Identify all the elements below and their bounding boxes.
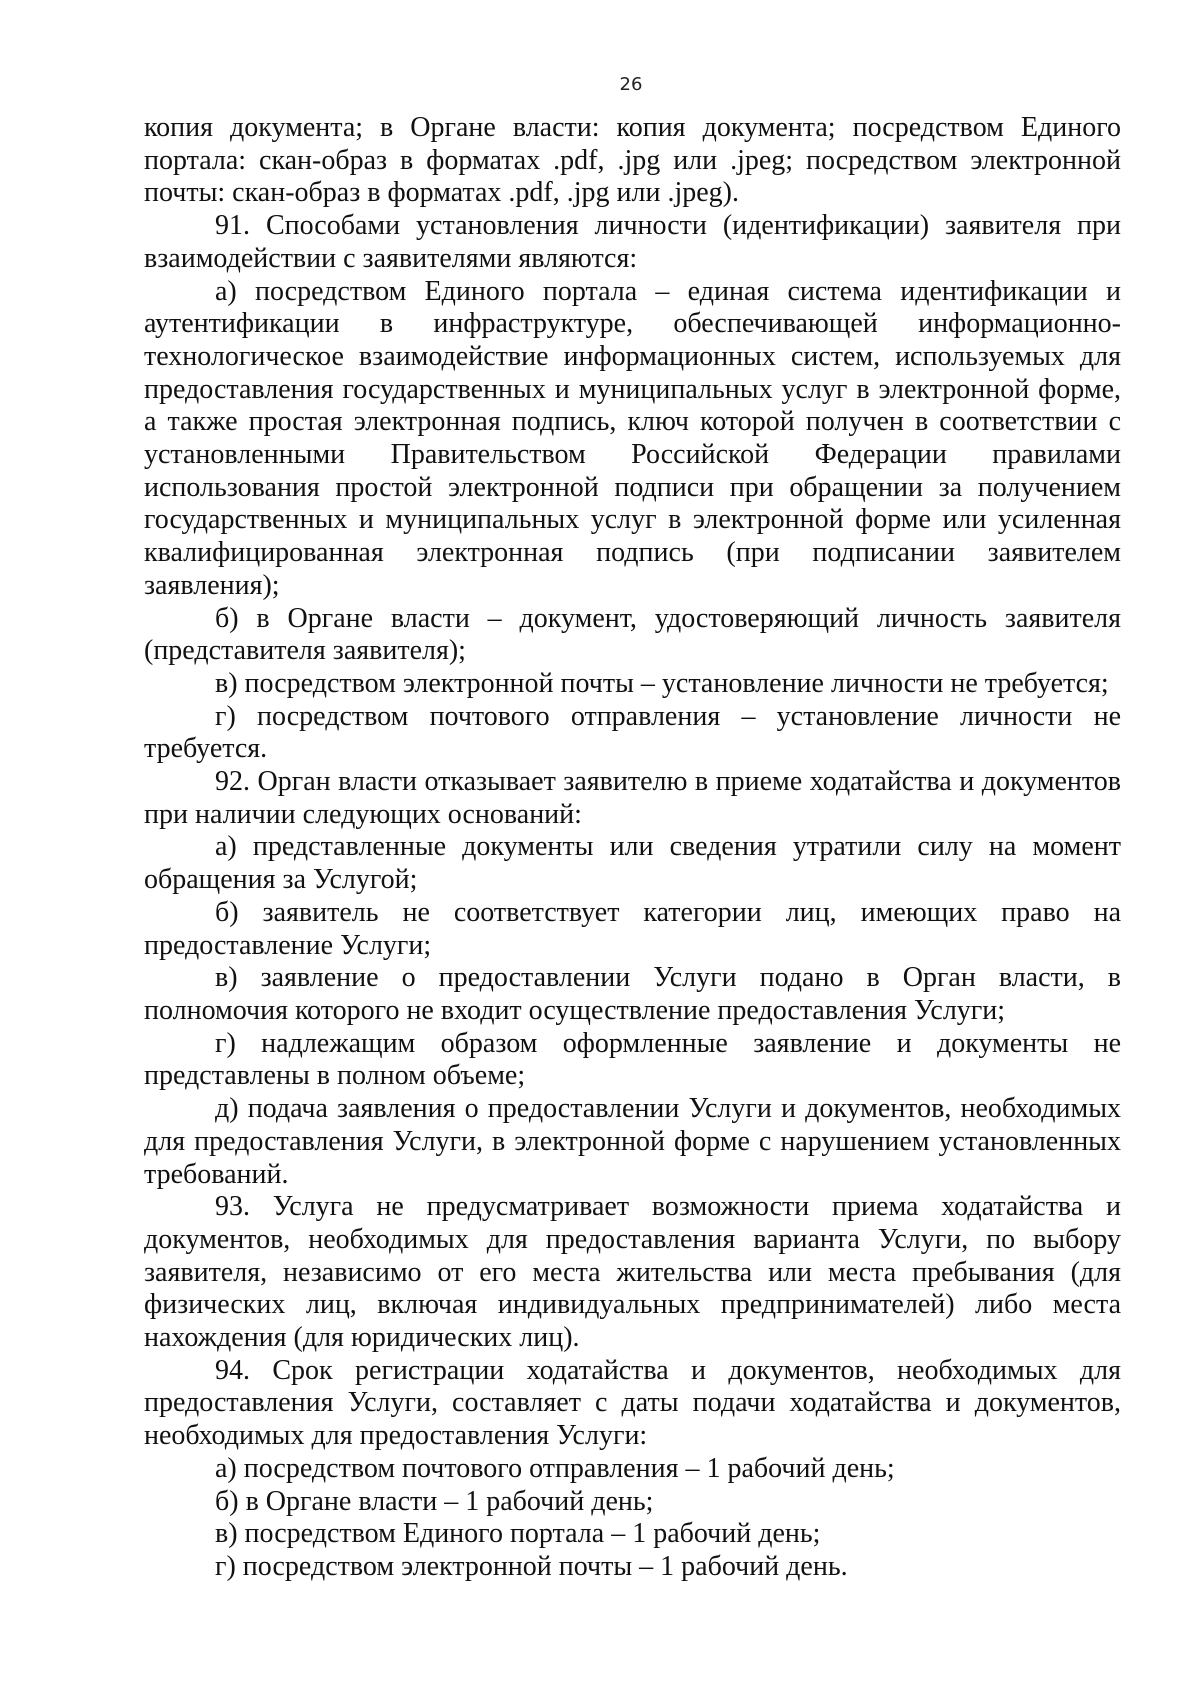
paragraph-93: 93. Услуга не предусматривает возможности приема ходатайства и документов, необходимых для предоставления варианта Услуги, по выбору заявителя, независимо от его места жительства или места пребывания (для физических лиц, включая индивидуальных предпринимателей) либо места нахождения (для юридических лиц). <box>144 1191 1121 1354</box>
paragraph-94: 94. Срок регистрации ходатайства и документов, необходимых для предоставления Услуги, составляет с даты подачи ходатайства и документов, необходимых для предоставления Услуги: <box>144 1354 1121 1452</box>
list-item-94-b: б) в Органе власти – 1 рабочий день; <box>215 1485 654 1517</box>
list-item-92-d: д) подача заявления о предоставлении Услуги и документов, необходимых для предоставления Услуги, в электронной форме с нарушением установленных требований. <box>144 1093 1121 1190</box>
list-item-92-g: г) надлежащим образом оформленные заявление и документы не представлены в полном объеме; <box>144 1027 1121 1092</box>
list-item-94-g: г) посредством электронной почты – 1 рабочий день. <box>215 1550 848 1582</box>
list-item-92-a: а) представленные документы или сведения утратили силу на момент обращения за Услугой; <box>144 831 1121 896</box>
list-item-94-a: а) посредством почтового отправления – 1 рабочий день; <box>215 1452 895 1484</box>
list-item-92-v: в) заявление о предоставлении Услуги подано в Орган власти, в полномочия которого не входит осуществление предоставления Услуги; <box>144 962 1121 1026</box>
list-item-92-b: б) заявитель не соответствует категории лиц, имеющих право на предоставление Услуги; <box>144 896 1121 961</box>
paragraph-continuation: копия документа; в Органе власти: копия документа; посредством Единого портала: скан-образ в форматах .pdf, .jpg или .jpeg; посредством электронной почты: скан-образ в форматах .pdf, .jpg или .jpeg). <box>144 112 1121 209</box>
list-item-91-a: а) посредством Единого портала – единая система идентификации и аутентификации в инфраструктуре, обеспечивающей информационно-технологическое взаимодействие информационных систем, используемых для предоставления государственных и муниципальных услуг в электронной форме, а также простая электронная подпись, ключ которой получен в соответствии с установленными Правительством Российской Федерации правилами использования простой электронной подписи при обращении за получением государственных и муниципальных услуг в электронной форме или усиленная квалифицированная электронная подпись (при подписании заявителем заявления); <box>144 275 1121 601</box>
paragraph-92: 92. Орган власти отказывает заявителю в приеме ходатайства и документов при наличии следующих оснований: <box>144 766 1121 830</box>
page-number: 26 <box>619 74 643 95</box>
list-item-94-v: в) посредством Единого портала – 1 рабочий день; <box>215 1518 821 1550</box>
list-item-91-v: в) посредством электронной почты – установление личности не требуется; <box>215 667 1109 699</box>
list-item-91-g: г) посредством почтового отправления – установление личности не требуется. <box>144 700 1121 765</box>
paragraph-91: 91. Способами установления личности (идентификации) заявителя при взаимодействии с заявителями являются: <box>144 210 1121 274</box>
list-item-91-b: б) в Органе власти – документ, удостоверяющий личность заявителя (представителя заявителя); <box>144 602 1121 667</box>
document-body <box>144 112 1121 1584</box>
